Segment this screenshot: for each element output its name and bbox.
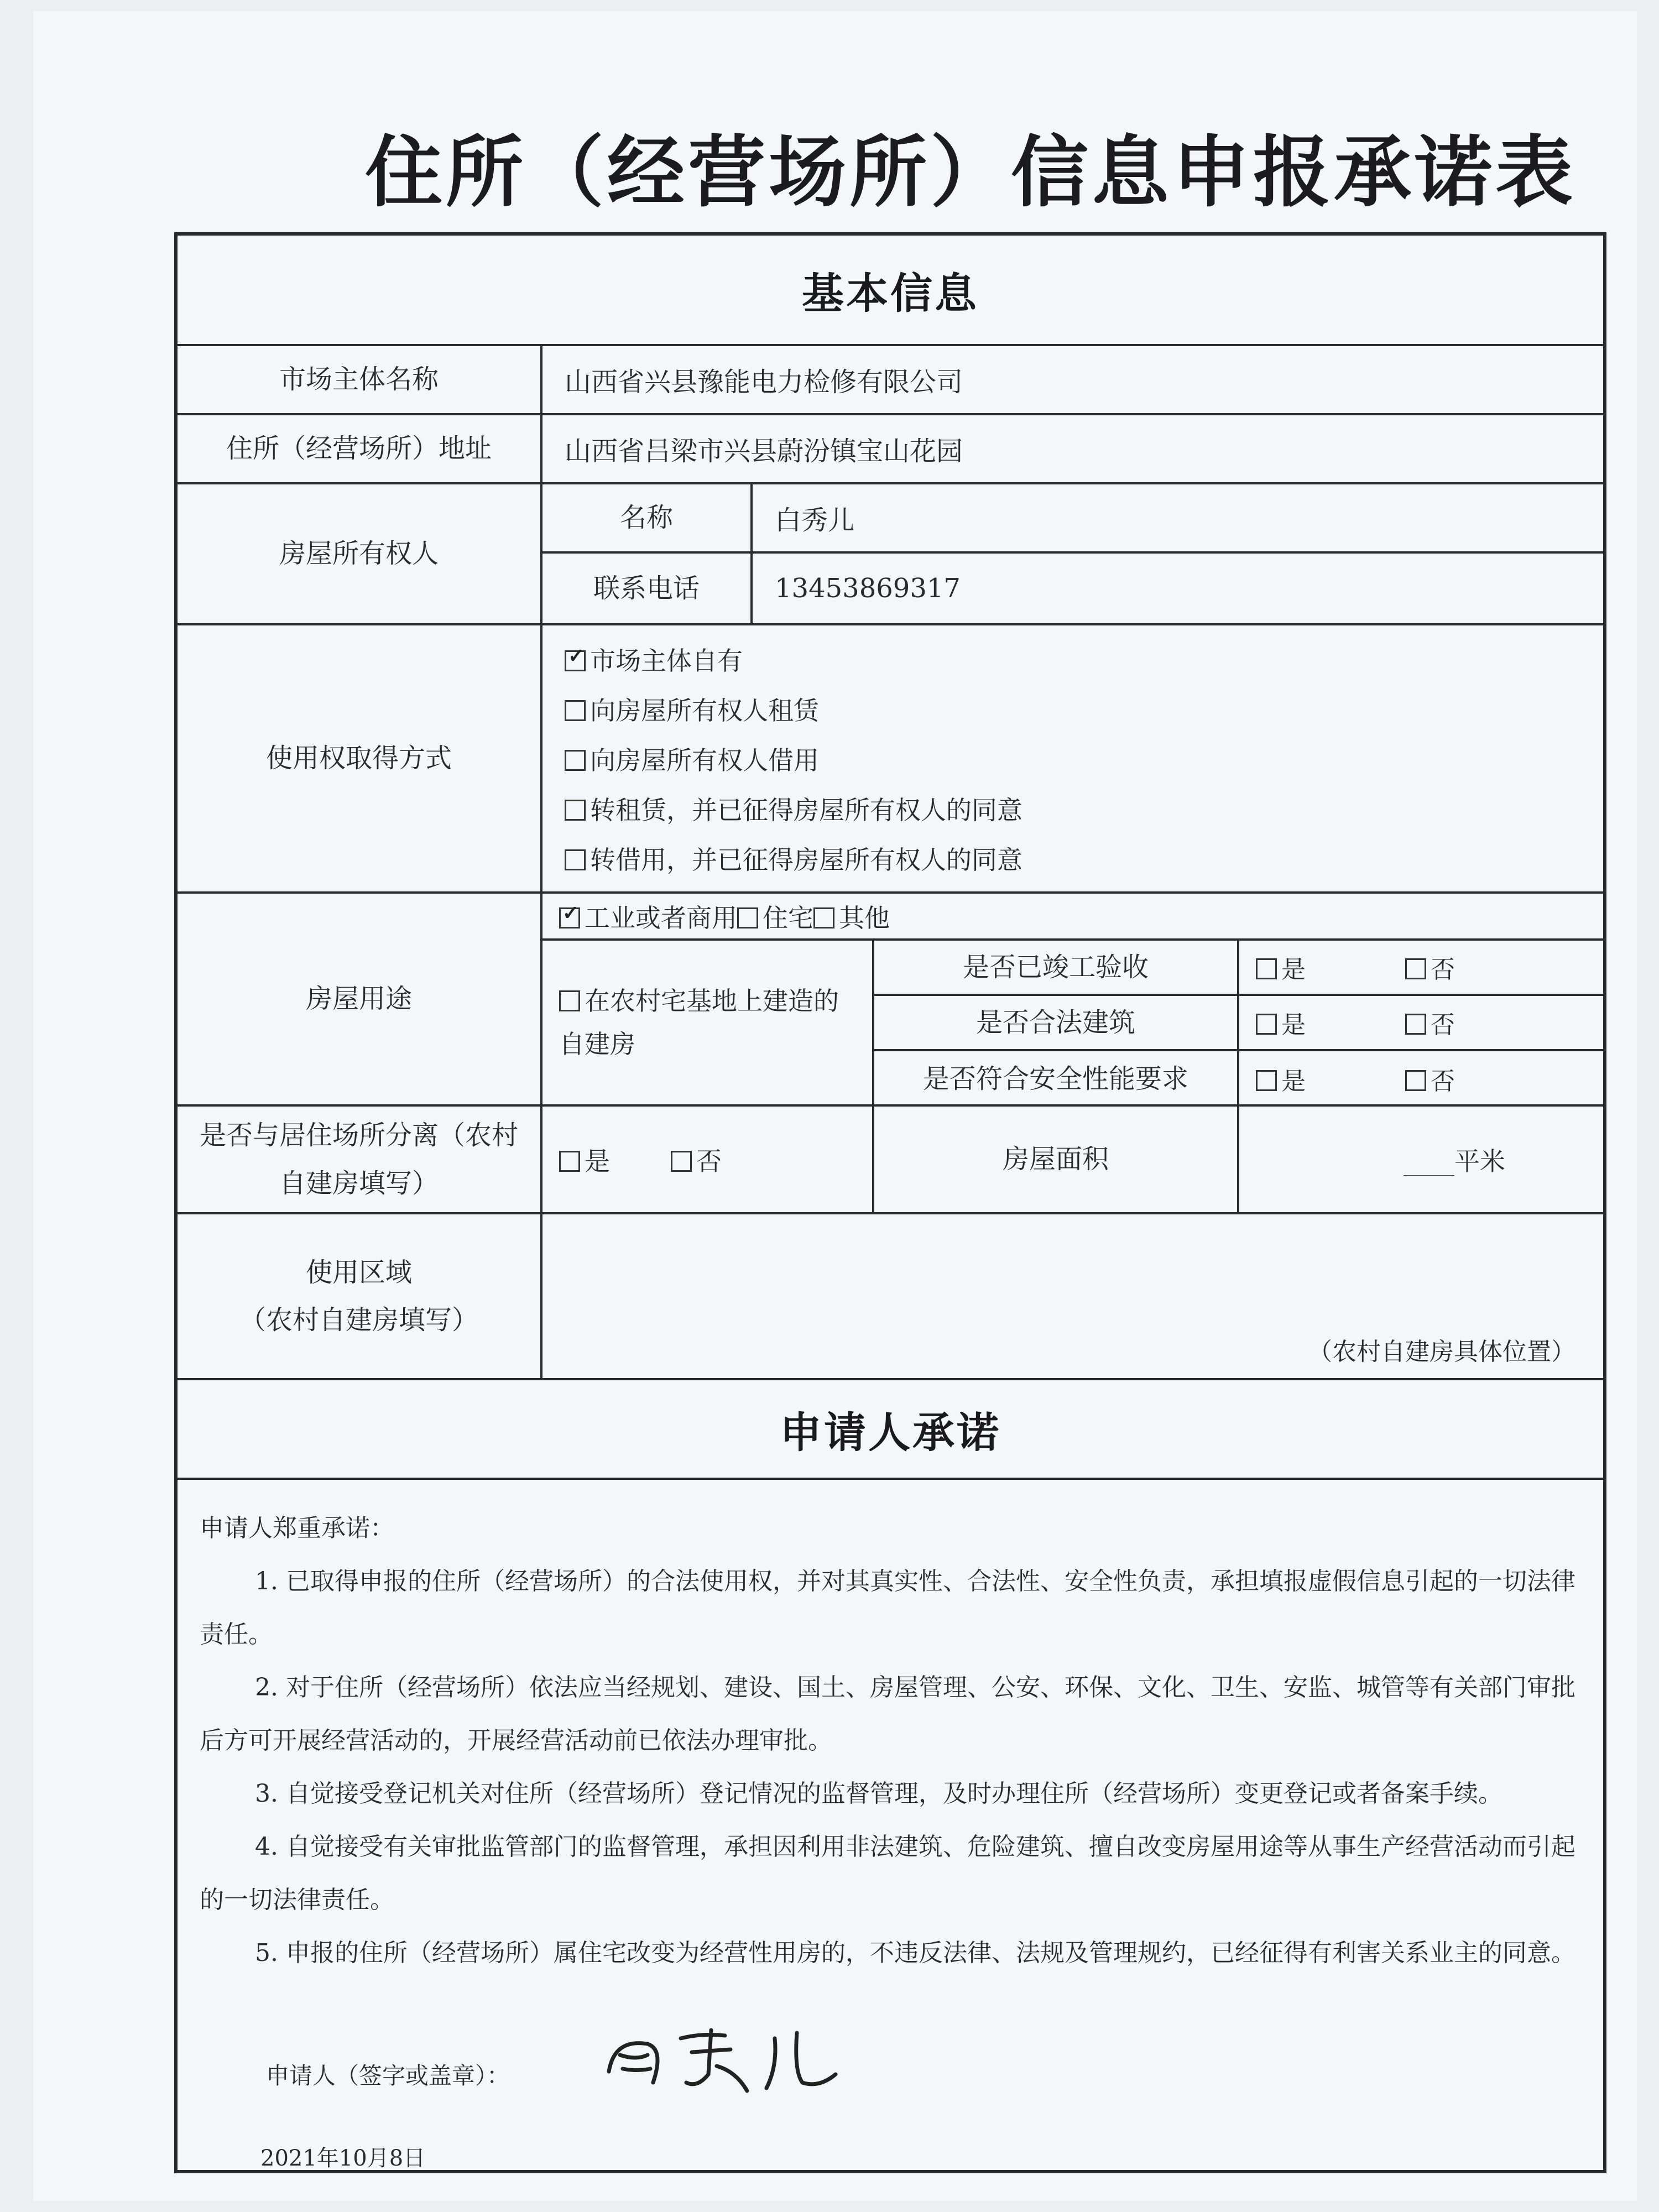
rural-question-answers — [1239, 996, 1603, 1049]
usage-option-1-box[interactable] — [737, 907, 758, 928]
pledge-item-4: 4. 自觉接受有关审批监管部门的监督管理，承担因利用非法建筑、危险建筑、擅自改变房屋用途等从事生产经营活动而引起的一切法律责任。 — [200, 1833, 1575, 1914]
usage-option-0[interactable] — [559, 898, 737, 935]
pledge-item-3: 3. 自觉接受登记机关对住所（经营场所）登记情况的监督管理，及时办理住所（经营场所）变更登记或者备案手续。 — [255, 1780, 1503, 1808]
rural-no-2[interactable] — [1405, 1061, 1455, 1097]
usage-option-2[interactable] — [813, 898, 890, 935]
acquire-option-4[interactable] — [565, 840, 1022, 877]
owner-name-row — [542, 484, 1603, 554]
rural-no-0-label: 否 — [1431, 956, 1455, 984]
area-label: 房屋面积 — [874, 1107, 1239, 1212]
owner-name-label: 名称 — [542, 484, 753, 551]
rural-checkbox-label: 在农村宅基地上建造的自建房 — [542, 941, 874, 1104]
rural-question-label: 是否合法建筑 — [874, 996, 1239, 1049]
signature-date: 2021年10月8日 — [260, 2146, 426, 2171]
rural-question-answers — [1239, 941, 1603, 994]
acquire-option-2[interactable] — [565, 740, 819, 777]
region-label — [178, 1214, 542, 1378]
rural-no-1-box[interactable] — [1405, 1014, 1426, 1035]
rural-question-answers — [1239, 1051, 1603, 1107]
rural-no-0[interactable] — [1405, 950, 1455, 985]
owner-phone-value: 13453869317 — [775, 573, 961, 604]
application-form — [174, 232, 1606, 2173]
address-row — [178, 415, 1603, 484]
pledge-item-5: 5. 申报的住所（经营场所）属住宅改变为经营性用房的，不违反法律、法规及管理规约，已经征得有利害关系业主的同意。 — [255, 1939, 1575, 1967]
rural-yes-2-label: 是 — [1281, 1067, 1306, 1095]
owner-name-value: 白秀儿 — [775, 505, 855, 536]
usage-option-1-label: 住宅 — [763, 902, 813, 933]
rural-yes-2[interactable] — [1256, 1061, 1306, 1097]
acquire-option-2-box[interactable] — [565, 750, 586, 771]
separate-no-checkbox[interactable] — [671, 1151, 692, 1172]
rural-yes-1-box[interactable] — [1256, 1014, 1277, 1035]
document-page — [33, 11, 1637, 2201]
owner-phone-label: 联系电话 — [542, 554, 753, 623]
document-title: 住所（经营场所）信息申报承诺表 — [365, 128, 1577, 218]
region-label-main: 使用区域 — [305, 1256, 412, 1288]
pledge-section-title: 申请人承诺 — [780, 1407, 1001, 1457]
acquire-option-4-label: 转借用，并已征得房屋所有权人的同意 — [590, 844, 1022, 875]
usage-option-1[interactable] — [737, 898, 813, 935]
rural-question-row — [874, 996, 1603, 1051]
rural-yes-1[interactable] — [1256, 1005, 1306, 1040]
acquire-option-4-box[interactable] — [565, 849, 586, 870]
usage-options — [542, 894, 1603, 941]
rural-question-row — [874, 1051, 1603, 1107]
separate-row — [178, 1107, 1603, 1214]
acquire-option-0[interactable] — [565, 641, 743, 677]
region-label-sub: （农村自建房填写） — [239, 1305, 478, 1335]
entity-name-row — [178, 346, 1603, 415]
acquire-options — [542, 625, 1603, 891]
acquire-option-0-label: 市场主体自有 — [590, 645, 743, 676]
acquire-option-1[interactable] — [565, 691, 819, 727]
basic-section-title: 基本信息 — [802, 268, 979, 318]
separate-options: 是 否 — [542, 1107, 874, 1212]
acquire-option-2-label: 向房屋所有权人借用 — [590, 745, 819, 775]
rural-yes-0[interactable] — [1256, 950, 1306, 985]
handwritten-signature — [598, 2022, 852, 2099]
region-note: （农村自建房具体位置） — [1308, 1338, 1575, 1366]
pledge-intro: 申请人郑重承诺： — [200, 1514, 394, 1542]
rural-checkbox[interactable] — [559, 990, 580, 1011]
owner-phone-row — [542, 554, 1603, 623]
rural-yes-1-label: 是 — [1281, 1011, 1306, 1039]
address-value: 山西省吕梁市兴县蔚汾镇宝山花园 — [565, 436, 963, 467]
pledge-section-header — [178, 1380, 1603, 1480]
owner-row — [178, 484, 1603, 625]
rural-question-row — [874, 941, 1603, 996]
pledge-body — [200, 1502, 1581, 1980]
acquire-row — [178, 625, 1603, 894]
rural-no-1-label: 否 — [1431, 1011, 1455, 1039]
rural-questions — [874, 941, 1603, 1104]
usage-option-2-label: 其他 — [839, 902, 890, 933]
acquire-option-1-label: 向房屋所有权人租赁 — [590, 695, 819, 726]
entity-name-value: 山西省兴县豫能电力检修有限公司 — [565, 367, 963, 398]
usage-option-0-box[interactable] — [559, 907, 580, 928]
rural-yes-0-label: 是 — [1281, 956, 1306, 984]
address-label: 住所（经营场所）地址 — [178, 415, 542, 482]
rural-no-2-box[interactable] — [1405, 1070, 1426, 1091]
owner-label: 房屋所有权人 — [178, 484, 542, 623]
acquire-label: 使用权取得方式 — [178, 625, 542, 891]
pledge-item-1: 1. 已取得申报的住所（经营场所）的合法使用权，并对其真实性、合法性、安全性负责，承担填报虚假信息引起的一切法律责任。 — [200, 1567, 1575, 1648]
basic-section-header — [178, 236, 1603, 346]
acquire-option-3[interactable] — [565, 790, 1022, 827]
rural-block — [542, 941, 1603, 1104]
acquire-option-3-box[interactable] — [565, 800, 586, 821]
rural-no-1[interactable] — [1405, 1005, 1455, 1040]
usage-row — [178, 894, 1603, 1107]
rural-no-2-label: 否 — [1431, 1067, 1455, 1095]
rural-no-0-box[interactable] — [1405, 958, 1426, 979]
pledge-item-2: 2. 对于住所（经营场所）依法应当经规划、建设、国土、房屋管理、公安、环保、文化、卫生、安监、城管等有关部门审批后方可开展经营活动的，开展经营活动前已依法办理审批。 — [200, 1673, 1575, 1755]
entity-name-label: 市场主体名称 — [178, 346, 542, 413]
usage-option-2-box[interactable] — [813, 907, 834, 928]
acquire-option-1-box[interactable] — [565, 700, 586, 721]
acquire-option-3-label: 转租赁，并已征得房屋所有权人的同意 — [590, 795, 1022, 825]
usage-option-0-label: 工业或者商用 — [585, 902, 737, 933]
separate-yes-checkbox[interactable] — [559, 1151, 580, 1172]
pledge-items — [200, 1555, 1581, 1980]
usage-label: 房屋用途 — [178, 894, 542, 1104]
signature-label: 申请人（签字或盖章）： — [266, 2062, 510, 2089]
rural-question-label: 是否已竣工验收 — [874, 941, 1239, 994]
area-value: ____平米 — [1404, 1146, 1505, 1176]
rural-yes-0-box[interactable] — [1256, 958, 1277, 979]
region-row — [178, 1214, 1603, 1380]
rural-yes-2-box[interactable] — [1256, 1070, 1277, 1091]
rural-question-label: 是否符合安全性能要求 — [874, 1051, 1239, 1107]
acquire-option-0-box[interactable] — [565, 650, 586, 671]
separate-label: 是否与居住场所分离（农村自建房填写） — [178, 1107, 542, 1212]
